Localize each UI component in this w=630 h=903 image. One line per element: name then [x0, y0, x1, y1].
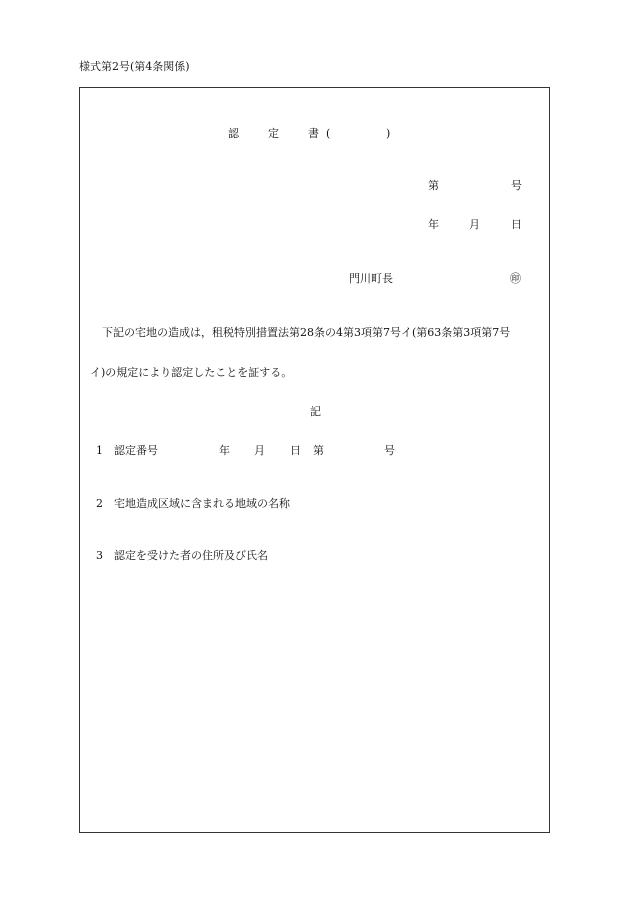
item-number: 2 [96, 497, 103, 510]
date-day: 日 [511, 218, 522, 231]
title-char-3: 書 [308, 127, 319, 140]
date-month: 月 [469, 218, 480, 231]
title-char-2: 定 [268, 127, 279, 140]
body-line-1: 下記の宅地の造成は，租税特別措置法第28条の4第3項第7号イ(第63条第3項第7号 [102, 326, 511, 339]
item-month: 月 [254, 444, 265, 457]
item-go: 号 [384, 444, 395, 457]
date-year: 年 [428, 218, 439, 231]
item-number: 3 [96, 549, 103, 562]
item-day: 日 [290, 444, 301, 457]
item-number: 1 [96, 444, 103, 457]
title-paren-close: ) [386, 127, 391, 140]
item-label: 認定番号 [114, 444, 158, 457]
number-dai: 第 [428, 179, 439, 192]
issuer-name: 門川町長 [349, 272, 393, 285]
body-line-2: イ)の規定により認定したことを証する。 [90, 366, 293, 379]
ki-heading: 記 [310, 405, 321, 418]
seal-mark: ㊞ [510, 272, 521, 285]
item-year: 年 [219, 444, 230, 457]
item-dai: 第 [313, 444, 324, 457]
item-label: 認定を受けた者の住所及び氏名 [114, 549, 268, 562]
title-char-1: 認 [228, 127, 239, 140]
number-go: 号 [511, 179, 522, 192]
form-number-label: 様式第2号(第4条関係) [79, 60, 190, 73]
title-paren-open: ( [326, 127, 331, 140]
item-label: 宅地造成区域に含まれる地域の名称 [114, 497, 290, 510]
certificate-frame [79, 87, 550, 833]
